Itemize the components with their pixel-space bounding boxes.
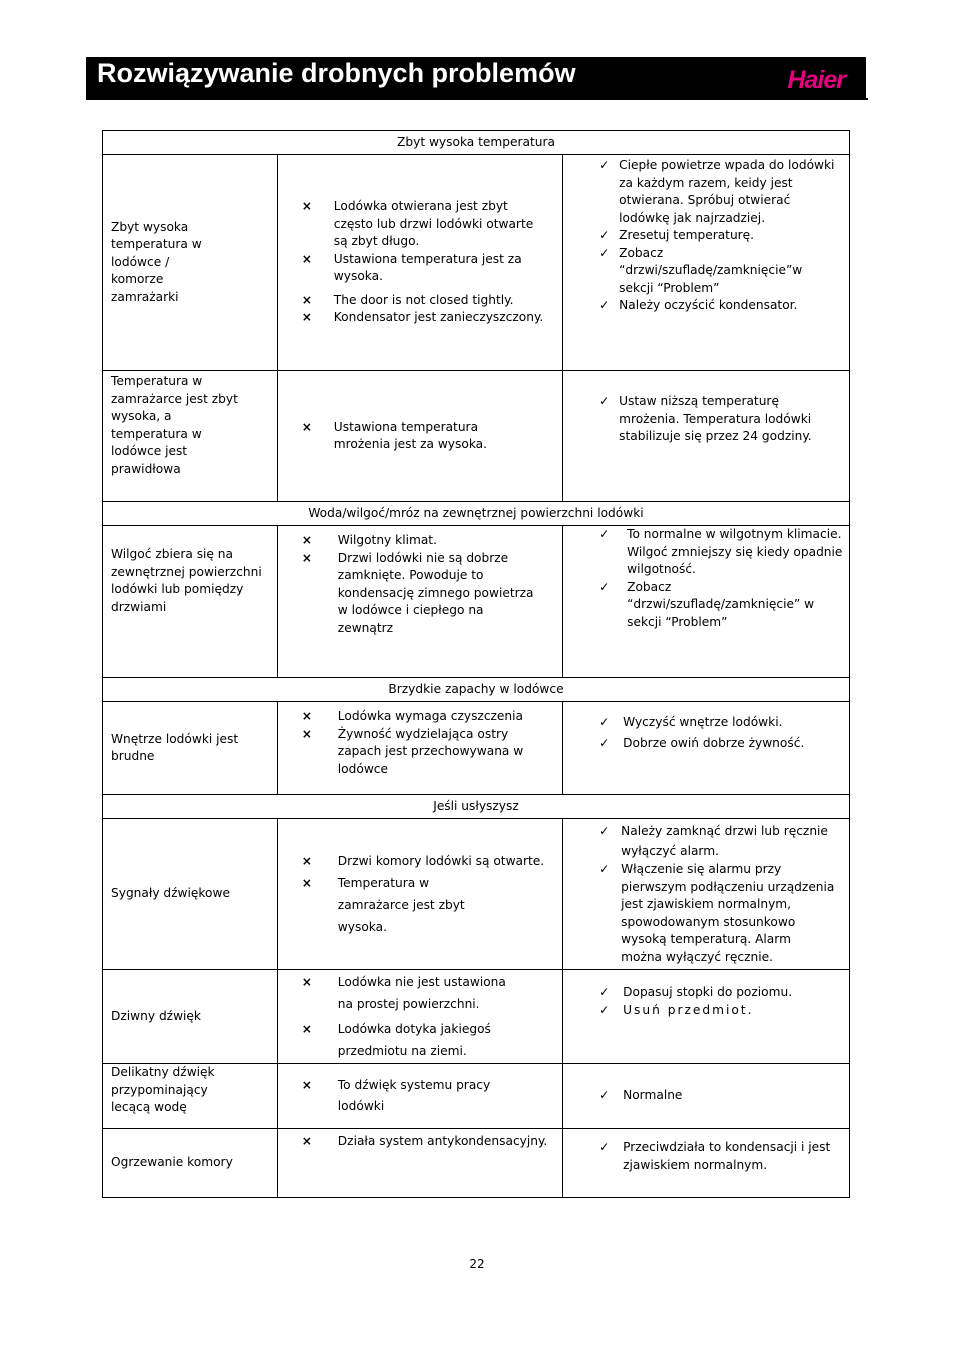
cause-item: × Ustawiona temperatura mrożenia jest za wysoka.: [278, 419, 562, 454]
problem-text: Ogrzewanie komory: [111, 1155, 233, 1170]
solution-item: ✓ Należy zamknąć drzwi lub ręcznie wyłączyć alarm.: [563, 821, 849, 861]
cause-item: × Lodówka nie jest ustawiona na prostej powierzchni.: [278, 971, 562, 1015]
solutions-list: [563, 157, 849, 315]
page-title: Rozwiązywanie drobnych problemów: [97, 58, 576, 88]
cause-item: × Lodówka otwierana jest zbyt często lub drzwi lodówki otwarte są zbyt długo.: [278, 198, 562, 251]
problem-text: Wilgoć zbiera się na zewnętrznej powierzchni lodówki lub pomiędzy drzwiami: [111, 547, 262, 614]
solutions-cell: [563, 819, 850, 970]
solutions-cell: [563, 1064, 850, 1129]
solution-item: ✓ Usuń przedmiot.: [563, 1002, 849, 1020]
solution-item: ✓ Ustaw niższą temperaturę mrożenia. Temperatura lodówki stabilizuje się przez 24 godziny.: [563, 393, 849, 446]
causes-list: [278, 1133, 562, 1151]
solution-item: ✓ Wyczyść wnętrze lodówki.: [563, 714, 849, 732]
solutions-cell: [563, 526, 850, 678]
cause-item: × Ustawiona temperatura jest za wysoka.: [278, 251, 562, 286]
section-title: Jeśli usłyszysz: [103, 795, 850, 819]
cause-item: × Lodówka dotyka jakiegoś przedmiotu na ziemi.: [278, 1018, 562, 1062]
causes-list: [278, 198, 562, 327]
solution-item: ✓ Dopasuj stopki do poziomu.: [563, 984, 849, 1002]
solutions-cell: [563, 371, 850, 502]
table-row: [103, 371, 850, 502]
problem-cell: [103, 1064, 278, 1129]
causes-cell: [277, 1064, 562, 1129]
solutions-list: [563, 984, 849, 1019]
causes-cell: [277, 371, 562, 502]
cause-item: × Działa system antykondensacyjny.: [278, 1133, 562, 1151]
cause-item: × Wilgotny klimat.: [278, 532, 562, 550]
causes-cell: [277, 970, 562, 1064]
causes-cell: [277, 155, 562, 371]
problem-text: Dziwny dźwięk: [111, 1008, 201, 1023]
problem-text: Wnętrze lodówki jest brudne: [111, 731, 239, 763]
causes-list: [278, 419, 562, 454]
section-header-row: [103, 678, 850, 702]
causes-list: [278, 532, 562, 637]
cause-item: × Kondensator jest zanieczyszczony.: [278, 309, 562, 327]
problem-text: Temperatura w zamrażarce jest zbyt wysoka, a temperatura w lodówce jest prawidłowa: [111, 374, 238, 476]
cause-item: × To dźwięk systemu pracy lodówki: [278, 1075, 562, 1117]
solutions-list: [563, 821, 849, 966]
section-title: Zbyt wysoka temperatura: [103, 131, 850, 155]
problem-cell: [103, 526, 278, 678]
solution-item: ✓ Zresetuj temperaturę.: [563, 227, 849, 245]
solution-item: ✓ Ciepłe powietrze wpada do lodówki za każdym razem, keidy jest otwierana. Spróbuj otwierać lodówkę jak najrzadziej.: [563, 157, 849, 227]
table-row: [103, 702, 850, 795]
problem-cell: [103, 702, 278, 795]
causes-list: [278, 850, 562, 938]
solutions-cell: [563, 1129, 850, 1198]
table-row: [103, 819, 850, 970]
solutions-cell: [563, 702, 850, 795]
problem-cell: [103, 819, 278, 970]
solutions-list: [563, 1087, 849, 1105]
table-row: [103, 1129, 850, 1198]
solutions-list: [563, 526, 849, 631]
solution-item: ✓ Zobacz “drzwi/szufladę/zamknięcie”w sekcji “Problem”: [563, 245, 849, 298]
causes-cell: [277, 526, 562, 678]
cause-item: × Żywność wydzielająca ostry zapach jest przechowywana w lodówce: [278, 726, 562, 779]
solutions-list: [563, 393, 849, 446]
solutions-list: [563, 1139, 849, 1174]
causes-list: [278, 708, 562, 778]
causes-cell: [277, 1129, 562, 1198]
header-underline: [86, 98, 868, 100]
section-title: Woda/wilgoć/mróz na zewnętrznej powierzchni lodówki: [103, 502, 850, 526]
cause-item: × Drzwi lodówki nie są dobrze zamknięte. Powoduje to kondensację zimnego powietrza w lodówce i ciepłego na zewnątrz: [278, 550, 562, 638]
causes-list: [278, 971, 562, 1062]
problem-text: Zbyt wysoka temperatura w lodówce / komorze zamrażarki: [111, 219, 202, 304]
page-header: [86, 57, 866, 98]
cause-item: × Lodówka wymaga czyszczenia: [278, 708, 562, 726]
problem-text: Delikatny dźwięk przypominający lecącą wodę: [111, 1065, 215, 1114]
solution-item: ✓ Przeciwdziała to kondensacji i jest zjawiskiem normalnym.: [563, 1139, 849, 1174]
section-header-row: [103, 131, 850, 155]
section-title: Brzydkie zapachy w lodówce: [103, 678, 850, 702]
troubleshooting-table: [102, 130, 850, 1198]
section-header-row: [103, 795, 850, 819]
page-number: 22: [469, 1257, 485, 1271]
solution-item: ✓ Należy oczyścić kondensator.: [563, 297, 849, 315]
brand-logo: Haier: [787, 66, 845, 94]
solution-item: ✓ Normalne: [563, 1087, 849, 1105]
table-row: [103, 970, 850, 1064]
problem-text: Sygnały dźwiękowe: [111, 886, 230, 901]
causes-cell: [277, 702, 562, 795]
table-row: [103, 1064, 850, 1129]
cause-item: × The door is not closed tightly.: [278, 292, 562, 310]
solution-item: ✓ Dobrze owiń dobrze żywność.: [563, 735, 849, 753]
section-header-row: [103, 502, 850, 526]
solution-item: ✓ Zobacz “drzwi/szufladę/zamknięcie” w sekcji “Problem”: [563, 579, 849, 632]
solution-item: ✓ To normalne w wilgotnym klimacie. Wilgoć zmniejszy się kiedy opadnie wilgotność.: [563, 526, 849, 579]
problem-cell: [103, 371, 278, 502]
problem-cell: [103, 155, 278, 371]
causes-cell: [277, 819, 562, 970]
cause-item: × Temperatura w zamrażarce jest zbyt wysoka.: [278, 872, 562, 938]
solutions-cell: [563, 155, 850, 371]
table-row: [103, 155, 850, 371]
causes-list: [278, 1075, 562, 1117]
solutions-list: [563, 714, 849, 752]
solutions-cell: [563, 970, 850, 1064]
cause-item: × Drzwi komory lodówki są otwarte.: [278, 850, 562, 872]
problem-cell: [103, 1129, 278, 1198]
solution-item: ✓ Włączenie się alarmu przy pierwszym podłączeniu urządzenia jest zjawiskiem normalnym, spowodowanym stosunkowo wysoką temperaturą. Alarm można wyłączyć ręcznie.: [563, 861, 849, 966]
problem-cell: [103, 970, 278, 1064]
table-row: [103, 526, 850, 678]
